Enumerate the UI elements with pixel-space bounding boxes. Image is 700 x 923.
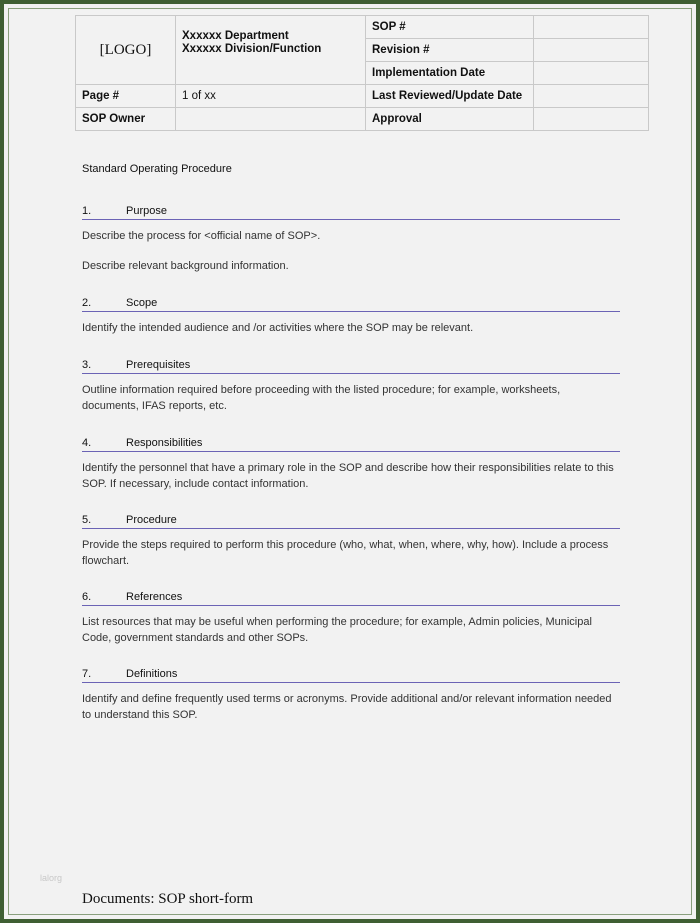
section-text: Identify and define frequently used terms or acronyms. Provide additional and/or relevant information needed to understand this SOP. [82,693,612,721]
section-title: Definitions [126,668,178,680]
section-number: 4. [82,437,92,449]
section-heading [82,359,620,374]
section-definitions [82,668,620,723]
division-name: Xxxxxx Division/Function [182,43,322,55]
section-number: 2. [82,297,92,309]
implementation-date-label: Implementation Date [366,62,534,85]
last-reviewed-label: Last Reviewed/Update Date [366,85,534,108]
section-number: 3. [82,359,92,371]
approval-value[interactable] [534,108,649,131]
page-number-value: 1 of xx [176,85,366,108]
section-text: Identify the personnel that have a primary role in the SOP and describe how their responsibilities relate to this SOP. If necessary, include contact information. [82,462,614,490]
logo-placeholder: [LOGO] [76,16,176,85]
section-prerequisites [82,359,620,414]
sop-owner-label: SOP Owner [76,108,176,131]
section-title: Prerequisites [126,359,191,371]
section-heading [82,437,620,452]
section-title: Procedure [126,514,177,526]
section-text: Provide the steps required to perform this procedure (who, what, when, where, why, how). Include a process flowchart. [82,539,609,567]
section-text: List resources that may be useful when performing the procedure; for example, Admin policies, Municipal Code, government standards and other SOPs. [82,616,592,644]
document-title: Standard Operating Procedure [82,163,232,175]
department-cell [176,16,366,85]
section-heading [82,668,620,683]
section-text: Describe relevant background information. [82,259,289,272]
last-reviewed-value[interactable] [534,85,649,108]
section-references [82,591,620,646]
implementation-date-value[interactable] [534,62,649,85]
section-heading [82,591,620,606]
section-title: Responsibilities [126,437,203,449]
section-text: Identify the intended audience and /or activities where the SOP may be relevant. [82,322,474,334]
approval-label: Approval [366,108,534,131]
section-title: Scope [126,297,158,309]
sop-owner-value[interactable] [176,108,366,131]
section-heading [82,297,620,312]
section-text: Describe the process for <official name of SOP>. [82,230,321,242]
sop-header-table [75,15,649,131]
revision-value[interactable] [534,39,649,62]
section-number: 6. [82,591,92,603]
section-title: References [126,591,183,603]
page-number-label: Page # [76,85,176,108]
section-heading [82,514,620,529]
section-number: 7. [82,668,92,680]
section-title: Purpose [126,205,167,217]
section-number: 5. [82,514,92,526]
department-name: Xxxxxx Department [182,30,289,42]
section-heading [82,205,620,220]
section-purpose [82,205,620,274]
section-procedure [82,514,620,569]
sop-number-label: SOP # [366,16,534,39]
section-responsibilities [82,437,620,492]
section-scope [82,297,620,337]
sop-number-value[interactable] [534,16,649,39]
figure-caption: Documents: SOP short-form [82,891,254,907]
section-number: 1. [82,205,92,217]
watermark: lalorg [40,873,63,883]
revision-label: Revision # [366,39,534,62]
section-text: Outline information required before proceeding with the listed procedure; for example, worksheets, documents, IFAS reports, etc. [82,384,561,412]
